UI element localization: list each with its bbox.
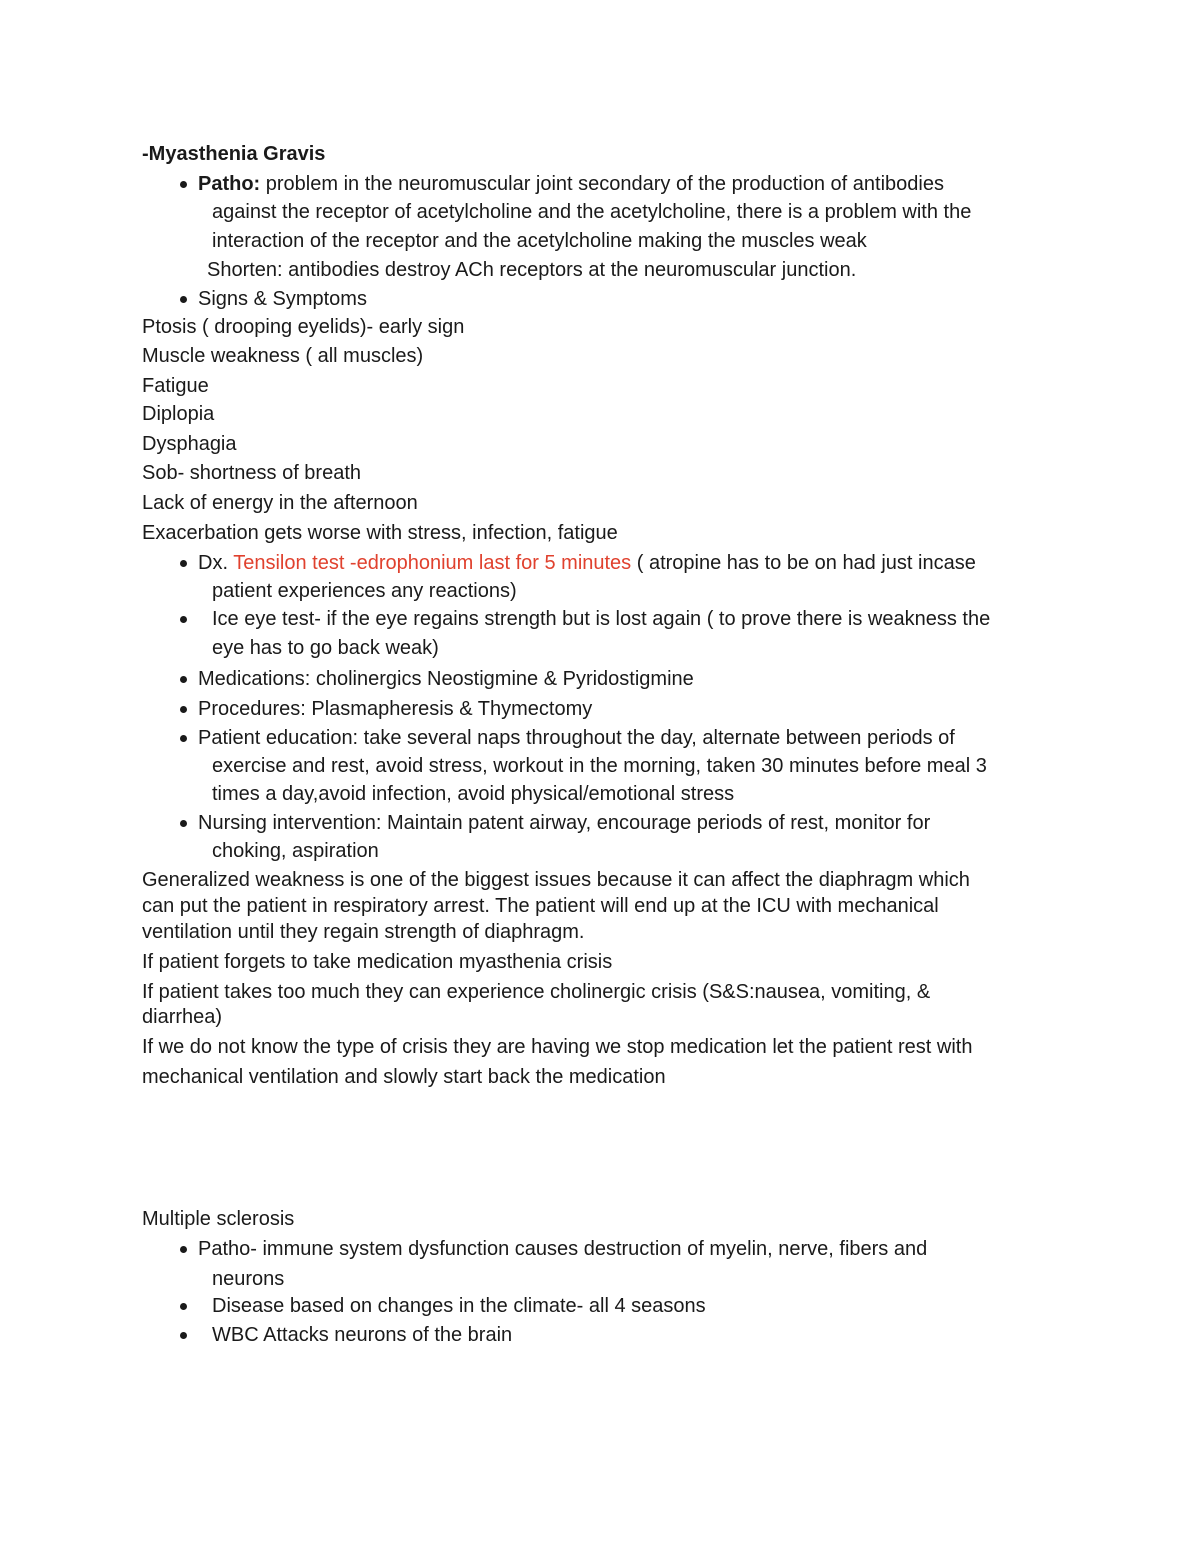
dx-tensilon-highlight: Tensilon test -edrophonium last for 5 minutes xyxy=(233,552,632,574)
mg-ice-line1: Ice eye test- if the eye regains strength but is lost again ( to prove there is weakness the xyxy=(212,608,991,630)
bullet-icon xyxy=(180,1332,187,1339)
mg-medications: Medications: cholinergics Neostigmine & Pyridostigmine xyxy=(198,668,694,690)
ms-patho-line2: neurons xyxy=(212,1268,285,1290)
mg-dx-line2: patient experiences any reactions) xyxy=(212,580,517,602)
mg-nursing-line2: choking, aspiration xyxy=(212,840,379,862)
bullet-icon xyxy=(180,706,187,713)
symptom-item: Sob- shortness of breath xyxy=(142,462,362,484)
bullet-icon xyxy=(180,296,187,303)
mg-signs-heading: Signs & Symptoms xyxy=(198,288,367,310)
symptom-item: Dysphagia xyxy=(142,433,237,455)
bullet-icon xyxy=(180,616,187,623)
symptom-item: Lack of energy in the afternoon xyxy=(142,492,418,514)
mg-title: -Myasthenia Gravis xyxy=(142,143,326,165)
mg-generalized-line: ventilation until they regain strength of diaphragm. xyxy=(142,921,585,943)
mg-patho-line1 xyxy=(198,172,944,196)
symptom-item: Fatigue xyxy=(142,375,209,397)
mg-generalized-line: Generalized weakness is one of the biggest issues because it can affect the diaphragm which xyxy=(142,869,970,891)
bullet-icon xyxy=(180,676,187,683)
bullet-icon xyxy=(180,181,187,188)
bullet-icon xyxy=(180,820,187,827)
mg-forgets: If patient forgets to take medication myasthenia crisis xyxy=(142,951,613,973)
dx-prefix: Dx. xyxy=(198,552,234,574)
mg-ice-line2: eye has to go back weak) xyxy=(212,637,439,659)
mg-toomuch-line: If patient takes too much they can experience cholinergic crisis (S&S:nausea, vomiting, & xyxy=(142,981,931,1003)
mg-education-line3: times a day,avoid infection, avoid physical/emotional stress xyxy=(212,783,735,805)
patho-text: problem in the neuromuscular joint secondary of the production of antibodies xyxy=(260,173,944,195)
mg-patho-line3: interaction of the receptor and the acetylcholine making the muscles weak xyxy=(212,230,867,252)
bullet-icon xyxy=(180,1246,187,1253)
symptom-item: Diplopia xyxy=(142,403,215,425)
symptom-item: Ptosis ( drooping eyelids)- early sign xyxy=(142,316,465,338)
symptom-item: Exacerbation gets worse with stress, infection, fatigue xyxy=(142,522,618,544)
mg-patho-line2: against the receptor of acetylcholine and the acetylcholine, there is a problem with the xyxy=(212,201,972,223)
ms-disease: Disease based on changes in the climate- all 4 seasons xyxy=(212,1295,706,1317)
mg-education-line1: Patient education: take several naps throughout the day, alternate between periods of xyxy=(198,727,955,749)
mg-unknown-line: mechanical ventilation and slowly start back the medication xyxy=(142,1066,666,1088)
mg-toomuch-line: diarrhea) xyxy=(142,1006,223,1028)
mg-education-line2: exercise and rest, avoid stress, workout in the morning, taken 30 minutes before meal 3 xyxy=(212,755,987,777)
bullet-icon xyxy=(180,560,187,567)
symptom-item: Muscle weakness ( all muscles) xyxy=(142,345,424,367)
ms-patho-line1: Patho- immune system dysfunction causes destruction of myelin, nerve, fibers and xyxy=(198,1238,928,1260)
dx-rest: ( atropine has to be on had just incase xyxy=(631,552,976,574)
mg-nursing-line1: Nursing intervention: Maintain patent airway, encourage periods of rest, monitor for xyxy=(198,812,931,834)
mg-unknown-line: If we do not know the type of crisis they are having we stop medication let the patient rest with xyxy=(142,1036,973,1058)
ms-title: Multiple sclerosis xyxy=(142,1208,295,1230)
bullet-icon xyxy=(180,735,187,742)
bullet-icon xyxy=(180,1303,187,1310)
patho-label: Patho: xyxy=(198,173,261,195)
ms-wbc: WBC Attacks neurons of the brain xyxy=(212,1324,513,1346)
mg-dx-line1 xyxy=(198,551,976,575)
mg-generalized-line: can put the patient in respiratory arrest. The patient will end up at the ICU with mechanical xyxy=(142,895,939,917)
mg-procedures: Procedures: Plasmapheresis & Thymectomy xyxy=(198,698,593,720)
mg-shorten: Shorten: antibodies destroy ACh receptors at the neuromuscular junction. xyxy=(207,259,857,281)
